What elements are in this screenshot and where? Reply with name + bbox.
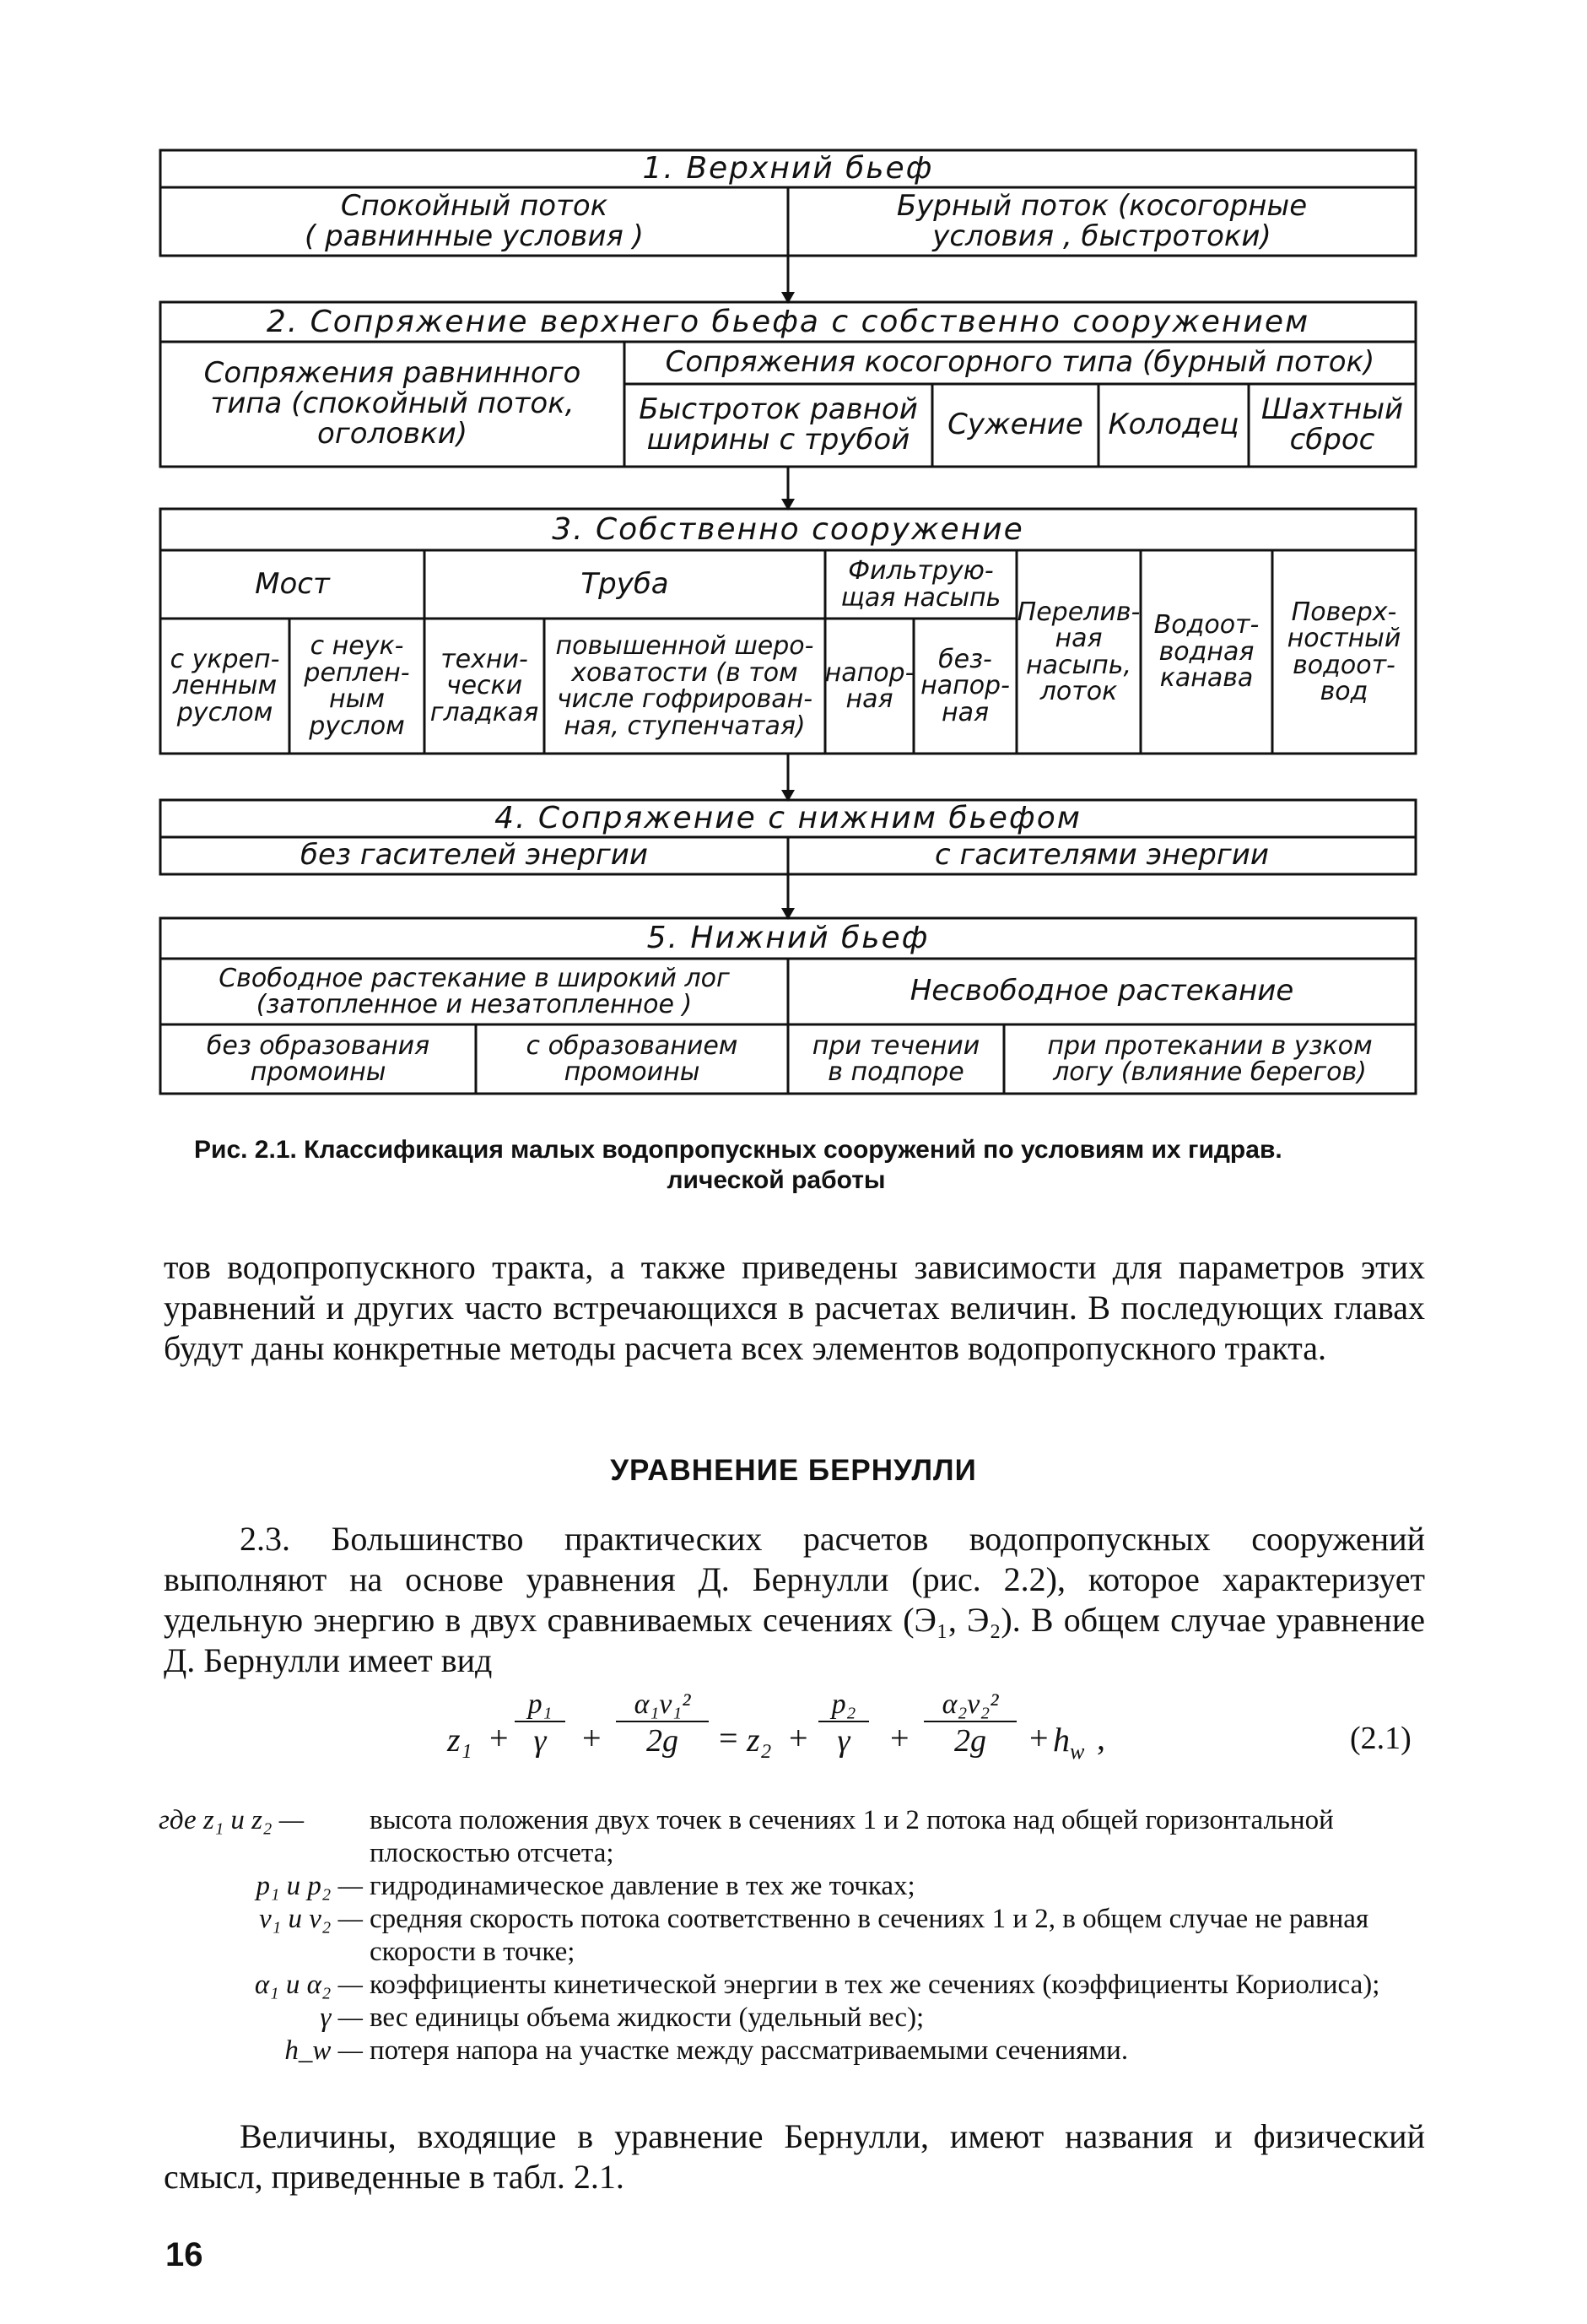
block5-l2: с образованием промоины xyxy=(526,1030,738,1087)
definition-item xyxy=(152,1969,1434,2002)
block3-pereliv: Перелив- ная насыпь, лоток xyxy=(1017,597,1141,706)
intro-text: тов водопропускного тракта, а также приведены зависимости для параметров этих уравнений и других часто встречающихся в расчетах величин. В последующих главах будут даны конкретные методы расчета всех элементов водопропускного тракта. xyxy=(164,1248,1425,1367)
paragraph-2-3-text: 2.3. Большинство практических расчетов водопропускных сооружений выполняют на основе уравнения Д. Бернулли (рис. 2.2), которое характеризует удельную энергию в двух сравниваемых сечениях (Э₁, Э₂). В общем случае уравнение Д. Бернулли имеет вид xyxy=(164,1520,1425,1679)
definition-desc: вес единицы объема жидкости (удельный вес); xyxy=(370,2002,925,2033)
definition-item xyxy=(152,2035,1434,2067)
block2-r3: Колодец xyxy=(1108,408,1239,442)
block2-title: 2. Сопряжение верхнего бьефа с собственно сооружением xyxy=(266,304,1310,339)
hw-letter: h xyxy=(1053,1721,1070,1759)
block5-title: 5. Нижний бьеф xyxy=(646,921,930,956)
bernoulli-equation xyxy=(0,1688,1587,1793)
equation-number: (2.1) xyxy=(1350,1721,1412,1756)
block3-poverh: Поверх- ностный водоот- вод xyxy=(1287,597,1401,706)
block5-r1: при течении в подпоре xyxy=(812,1030,980,1087)
a2v2-over-2g xyxy=(924,1688,1017,1761)
block3-t1: техни- чески гладкая xyxy=(429,644,539,727)
definition-term: γ — xyxy=(320,2002,363,2033)
caption-line-1: Рис. 2.1. Классификация малых водопропускных сооружений по условиям их гидрав. xyxy=(194,1136,1282,1164)
block3-most: Мост xyxy=(255,566,330,601)
definition-desc: средняя скорость потока соответственно в сечениях 1 и 2, в общем случае не равная скорости в точке; xyxy=(370,1903,1369,1967)
plus-5: + xyxy=(1029,1719,1049,1757)
block3-t2: повышенной шеро- ховатости (в том числе гофрирован- ная, ступенчатая) xyxy=(555,631,814,741)
closing-text: Величины, входящие в уравнение Бернулли, имеют названия и физический смысл, приведенные в табл. 2.1. xyxy=(164,2117,1425,2196)
z2-symbol: z₂ xyxy=(747,1721,772,1759)
p1-numerator: p₁ xyxy=(515,1688,565,1722)
plus-3: + xyxy=(789,1719,808,1757)
block3-m2: с неук- реплен- ным руслом xyxy=(304,631,410,741)
hw-symbol xyxy=(1053,1720,1084,1765)
block1-title: 1. Верхний бьеф xyxy=(642,151,934,186)
block5-left: Свободное растекание в широкий лог (затопленное и незатопленное ) xyxy=(219,963,730,1019)
block3-vodoot: Водоот- водная канава xyxy=(1153,610,1260,694)
definition-desc: высота положения двух точек в сечениях 1 и 2 потока над общей горизонтальной плоскостью отсчета; xyxy=(370,1805,1334,1868)
block2-r4: Шахтный сброс xyxy=(1260,392,1404,457)
gamma-denominator-1: γ xyxy=(533,1723,547,1759)
definition-term: где z₁ и z₂ — xyxy=(159,1805,305,1835)
p2-over-gamma xyxy=(818,1688,869,1761)
gamma-denominator-2: γ xyxy=(837,1723,850,1759)
definition-term: α₁ и α₂ — xyxy=(254,1969,363,2000)
block3-f1: напор- ная xyxy=(824,657,915,714)
classification-diagram xyxy=(0,0,1587,1114)
variable-definitions xyxy=(152,1804,1434,2067)
block4-left: без гасителей энергии xyxy=(300,838,648,873)
plus-1: + xyxy=(489,1719,509,1757)
block2-r1: Быстроток равной ширины с трубой xyxy=(639,392,918,457)
block5-l1: без образования промоины xyxy=(206,1030,430,1087)
p1-over-gamma xyxy=(515,1688,565,1761)
block5-r2: при протекании в узком логу (влияние берегов) xyxy=(1047,1030,1373,1087)
hw-subscript: w xyxy=(1070,1739,1085,1764)
block2-left: Сопряжения равнинного типа (спокойный поток, оголовки) xyxy=(203,356,581,451)
intro-paragraph xyxy=(164,1247,1425,1369)
block1-left: Спокойный поток ( равнинные условия ) xyxy=(305,188,644,253)
block1-right: Бурный поток (косогорные условия , быстротоки) xyxy=(896,188,1308,253)
definition-item xyxy=(152,1903,1434,1969)
block3-filtr: Фильтрую- щая насыпь xyxy=(840,556,1001,613)
plus-2: + xyxy=(582,1719,602,1757)
equation-comma: , xyxy=(1097,1719,1105,1757)
figure-caption xyxy=(194,1135,1426,1196)
a2v2-numerator: α₂v₂² xyxy=(924,1688,1017,1722)
definition-desc: коэффициенты кинетической энергии в тех же сечениях (коэффициенты Кориолиса); xyxy=(370,1969,1380,2000)
block4-title: 4. Сопряжение с нижним бьефом xyxy=(494,801,1082,836)
block5-right: Несвободное растекание xyxy=(910,974,1294,1008)
definition-item xyxy=(152,1870,1434,1903)
p2-numerator: p₂ xyxy=(818,1688,869,1722)
block2-right-title: Сопряжения косогорного типа (бурный поток) xyxy=(665,345,1375,380)
paragraph-2-3 xyxy=(164,1519,1425,1681)
definition-item xyxy=(152,1804,1434,1870)
definition-desc: потеря напора на участке между рассматриваемыми сечениями. xyxy=(370,2035,1129,2066)
definition-desc: гидродинамическое давление в тех же точках; xyxy=(370,1870,915,1901)
block3-truba: Труба xyxy=(580,566,669,601)
twog-denominator-2: 2g xyxy=(954,1723,986,1759)
plus-4: + xyxy=(890,1719,910,1757)
block2-r2: Сужение xyxy=(947,408,1083,442)
a1v1-over-2g xyxy=(616,1688,709,1761)
section-title: УРАВНЕНИЕ БЕРНУЛЛИ xyxy=(610,1454,977,1487)
equals-sign: = xyxy=(719,1719,738,1757)
block4-right: с гасителями энергии xyxy=(935,838,1269,873)
block3-title: 3. Собственно сооружение xyxy=(552,511,1024,547)
z1-symbol: z₁ xyxy=(447,1721,472,1759)
block3-f2: без- напор- ная xyxy=(920,644,1010,727)
twog-denominator-1: 2g xyxy=(646,1723,678,1759)
block3-m1: с укреп- ленным руслом xyxy=(170,644,280,727)
equation-body xyxy=(447,1688,1139,1793)
closing-paragraph xyxy=(164,2116,1425,2197)
page-number: 16 xyxy=(165,2236,203,2273)
a1v1-numerator: α₁v₁² xyxy=(616,1688,709,1722)
definition-item xyxy=(152,2002,1434,2035)
definition-term: h_w — xyxy=(284,2035,363,2066)
definition-term: v₁ и v₂ — xyxy=(259,1903,363,1934)
definition-term: p₁ и p₂ — xyxy=(256,1870,363,1901)
caption-line-2: лической работы xyxy=(667,1166,886,1194)
